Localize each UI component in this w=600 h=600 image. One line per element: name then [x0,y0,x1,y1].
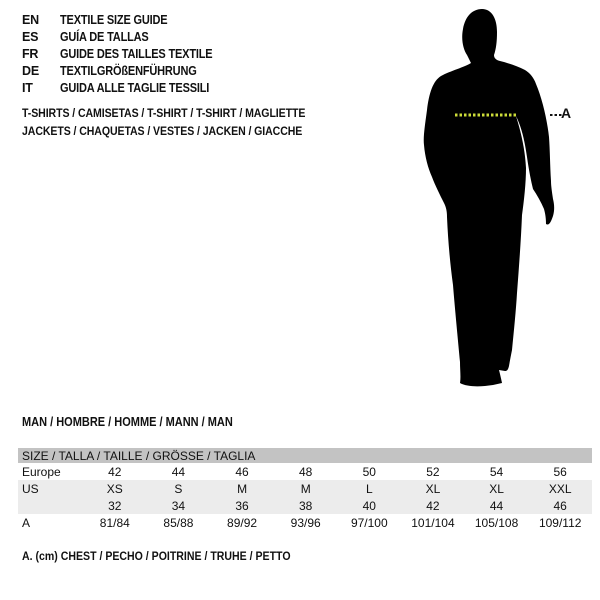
table-cell: 32 [108,498,122,513]
table-row-a-chest [18,514,592,531]
table-cell: 97/100 [350,515,388,530]
table-row-uk [18,497,592,514]
table-cell: 85/88 [163,515,194,530]
measure-legend: A. (cm) CHEST / PECHO / POITRINE / TRUHE / PETTO [22,549,291,563]
size-table [18,448,592,531]
language-code: DE [22,63,39,78]
table-cell: 44 [171,464,186,479]
man-silhouette [424,9,554,386]
language-title: GUÍA DE TALLAS [60,29,149,44]
section-title-man: MAN / HOMBRE / HOMME / MANN / MAN [22,415,233,429]
table-cell: 34 [171,498,186,513]
table-cell: 50 [362,464,376,479]
language-row-en [22,11,233,28]
table-cell: 40 [362,498,376,513]
language-row-es [22,28,233,45]
language-row-fr [22,45,233,62]
row-label: Europe [22,464,61,479]
row-label: A [22,515,31,530]
table-cell: M [237,481,248,496]
language-code: ES [22,29,39,44]
language-list [22,11,233,96]
table-cell: 81/84 [99,515,130,530]
table-cell: 46 [235,464,249,479]
man-silhouette-figure [405,5,575,390]
table-cell: 48 [299,464,313,479]
table-cell: XL [425,481,441,496]
table-row-us [18,480,592,497]
language-title: GUIDA ALLE TAGLIE TESSILI [60,80,210,95]
size-table-header-label: SIZE / TALLA / TAILLE / GRÖSSE / TAGLIA [22,448,256,463]
table-cell: XL [489,481,504,496]
language-title: GUIDE DES TAILLES TEXTILE [60,46,213,61]
garment-categories [22,106,344,142]
table-cell: XS [106,481,123,496]
language-code: FR [22,46,39,61]
table-cell: 42 [426,498,440,513]
table-cell: 109/112 [538,515,582,530]
table-cell: 42 [108,464,122,479]
table-cell: S [174,481,183,496]
category-tshirts: T-SHIRTS / CAMISETAS / T-SHIRT / T-SHIRT / MAGLIETTE [22,106,306,120]
table-cell: 56 [553,464,567,479]
measure-label-a: A [561,105,572,121]
table-cell: 46 [553,498,567,513]
language-code: EN [22,12,39,27]
language-title: TEXTILE SIZE GUIDE [60,12,168,27]
table-cell: XXL [548,481,572,496]
language-code: IT [22,80,33,95]
table-cell: 44 [489,498,504,513]
table-cell: L [365,481,373,496]
table-cell: 54 [489,464,504,479]
table-cell: 89/92 [227,515,258,530]
language-title: TEXTILGRÖßENFÜHRUNG [60,63,197,78]
language-row-it [22,79,233,96]
table-cell: 36 [235,498,249,513]
table-row-europe [18,463,592,480]
table-cell: M [300,481,311,496]
table-cell: 93/96 [290,515,321,530]
size-table-header [18,448,592,463]
table-cell: 38 [299,498,313,513]
row-label: US [22,481,39,496]
table-cell: 52 [426,464,440,479]
category-jackets: JACKETS / CHAQUETAS / VESTES / JACKEN / GIACCHE [22,124,303,138]
table-cell: 105/108 [474,515,519,530]
table-cell: 101/104 [411,515,455,530]
language-row-de [22,62,233,79]
